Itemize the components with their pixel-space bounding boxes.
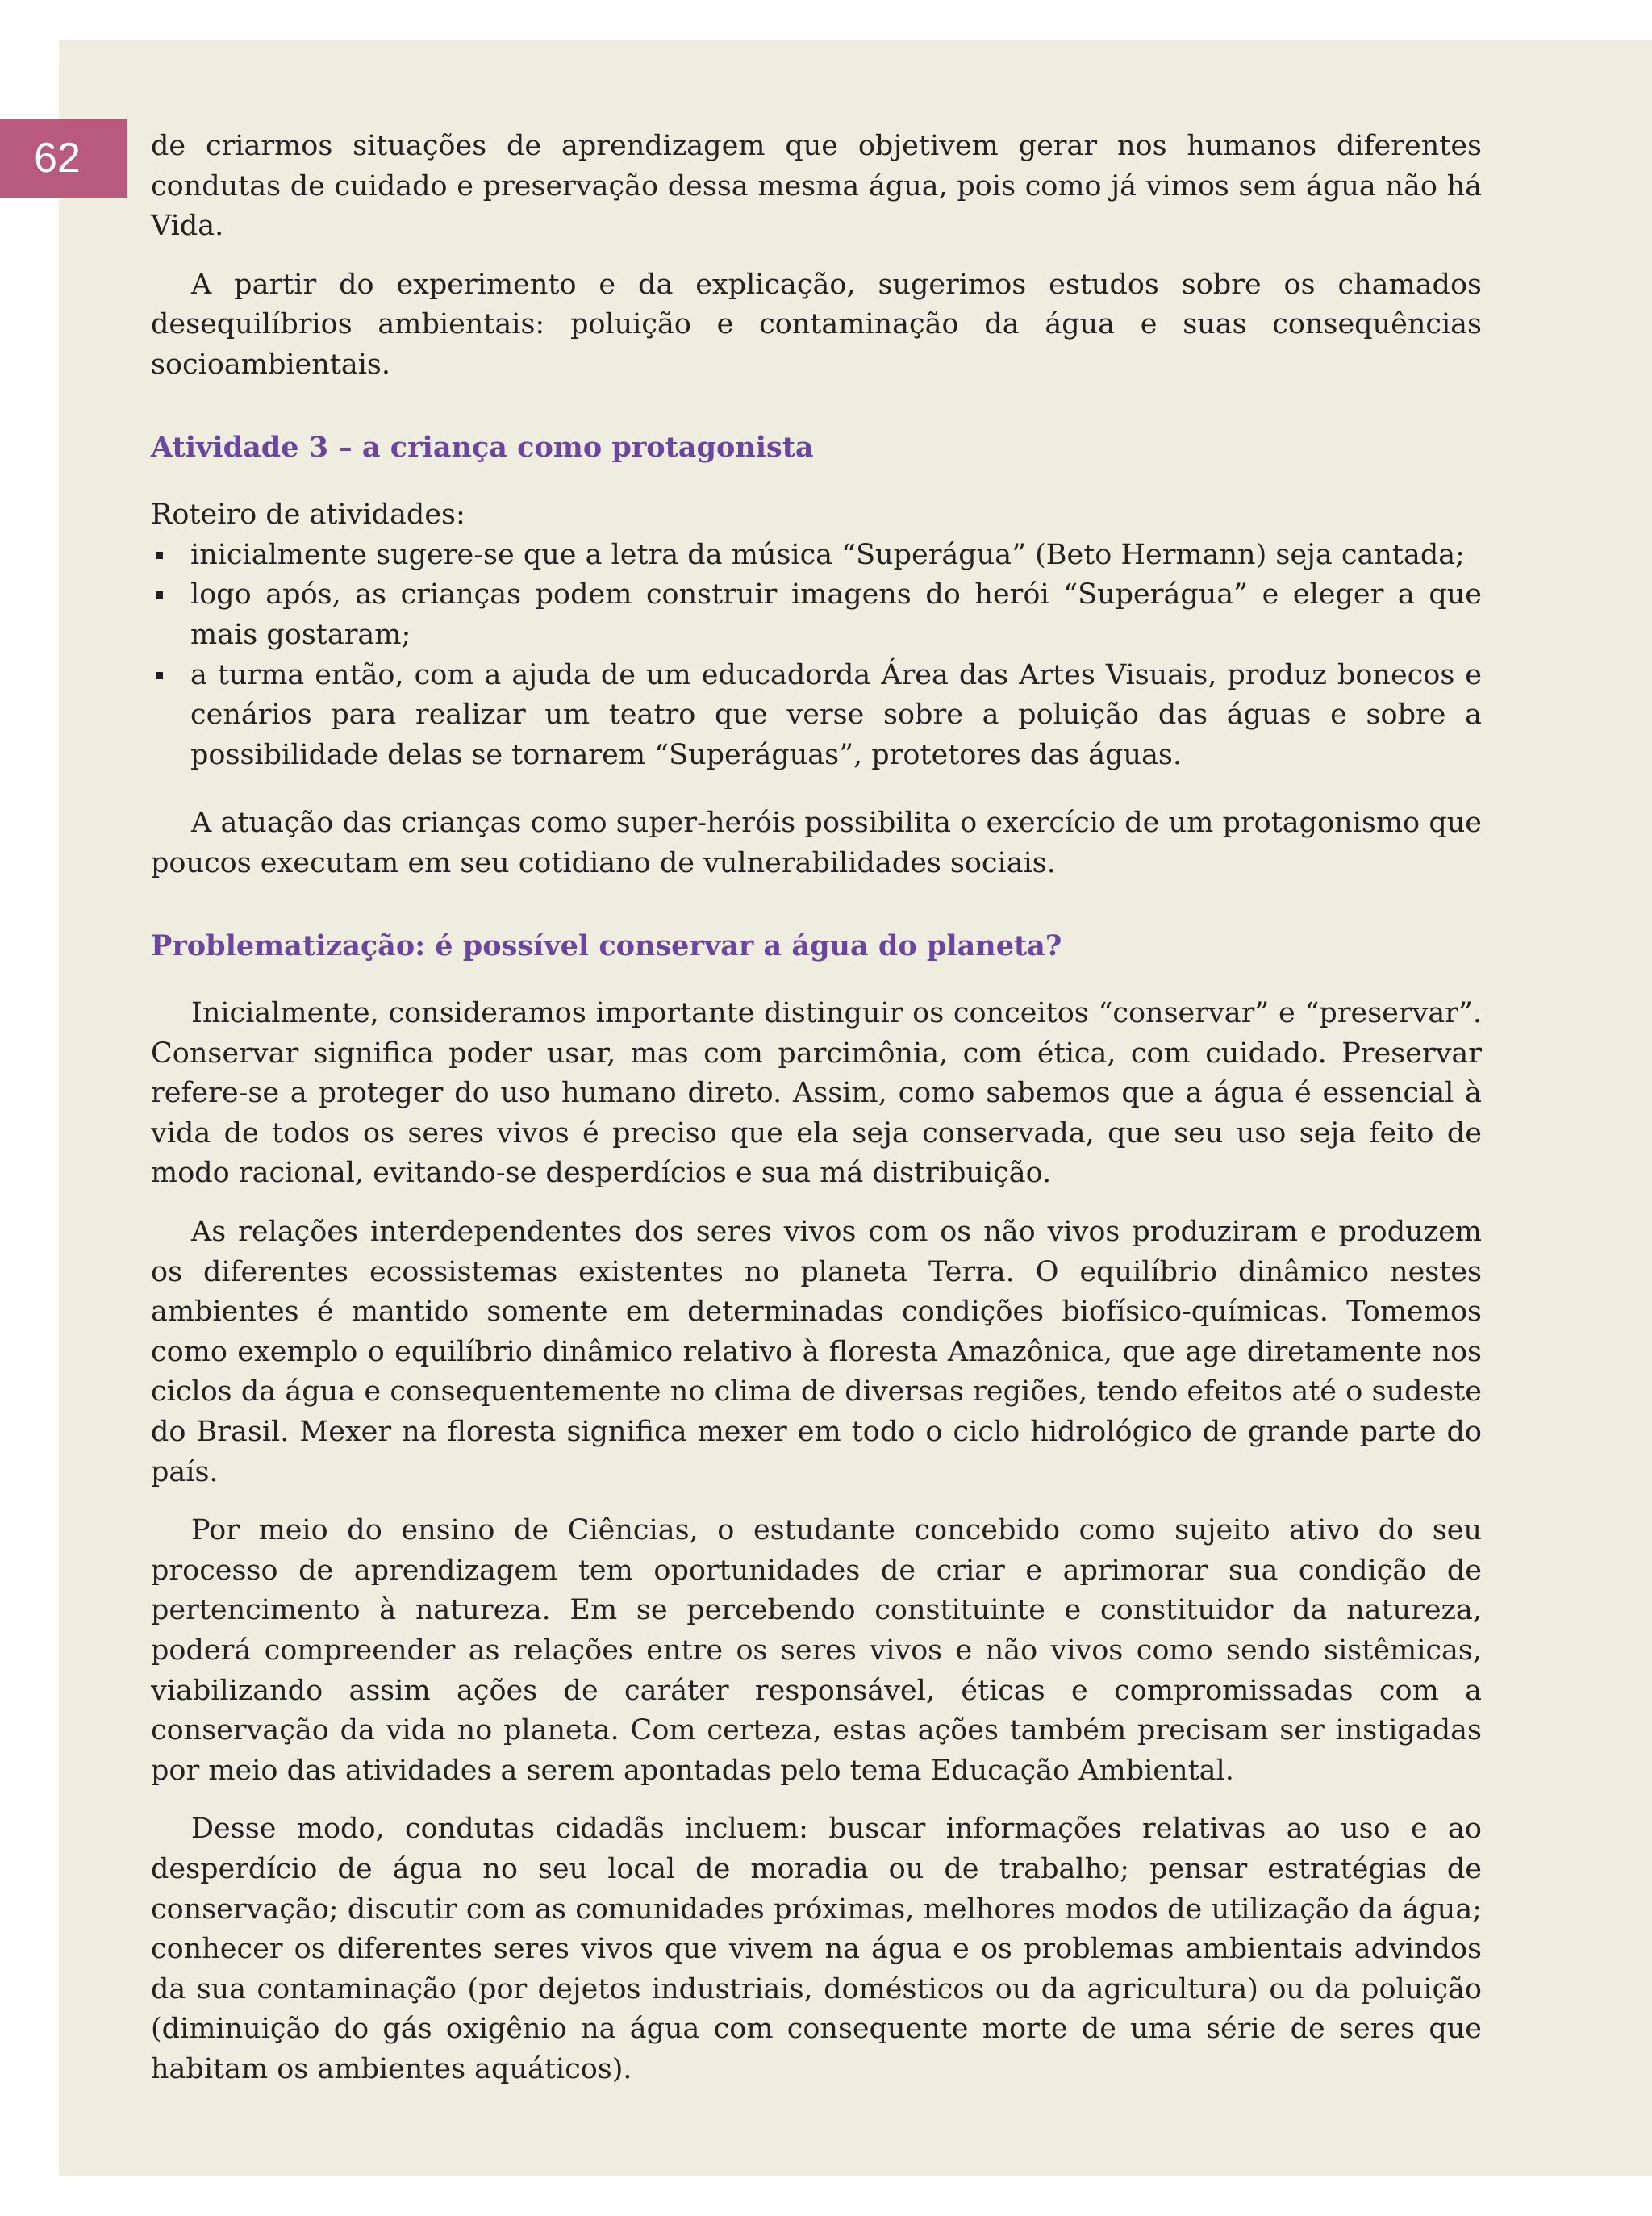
paragraph-experimento: A partir do experimento e da explicação, sugerimos estudos sobre os chamados desequilíbrios ambientais: poluição e contaminação da água e suas consequências socioambientais. [151, 268, 1482, 381]
activity-list-item: a turma então, com a ajuda de um educadorda Área das Artes Visuais, produz bonecos e cenários para realizar um teatro que verse sobre a poluição das águas e sobre a possibilidade delas se tornarem “Superáguas”, protetores das águas. [151, 656, 1482, 776]
activity-list-item: inicialmente sugere-se que a letra da música “Superágua” (Beto Hermann) seja cantada; [151, 536, 1482, 576]
roteiro-label: Roteiro de atividades: [151, 499, 465, 532]
section-heading-atividade-3: Atividade 3 – a criança como protagonista [151, 430, 814, 464]
paragraph-condutas-cidadas: Desse modo, condutas cidadãs incluem: buscar informações relativas ao uso e ao desperdício de água no seu local de moradia ou de trabalho; pensar estratégias de conservação; discutir com as comunidades próximas, melhores modos de utilização da água; conhecer os diferentes seres vivos que vivem na água e os problemas ambientais advindos da sua contaminação (por dejetos industriais, domésticos ou da agricultura) ou da poluição (diminuição do gás oxigênio na água com consequente morte de uma série de seres que habitam os ambientes aquáticos). [151, 1813, 1482, 2085]
paragraph-ecossistemas: As relações interdependentes dos seres vivos com os não vivos produziram e produzem os diferentes ecossistemas existentes no planeta Terra. O equilíbrio dinâmico nestes ambientes é mantido somente em determinadas condições biofísico-químicas. Tomemos como exemplo o equilíbrio dinâmico relativo à floresta Amazônica, que age diretamente nos ciclos da água e consequentemente no clima de diversas regiões, tendo efeitos até o sudeste do Brasil. Mexer na floresta significa mexer em todo o ciclo hidrológico de grande parte do país. [151, 1216, 1482, 1488]
section-heading-problematizacao: Problematização: é possível conservar a água do planeta? [151, 929, 1062, 962]
paragraph-atuacao: A atuação das crianças como super-heróis possibilita o exercício de um protagonismo que poucos executam em seu cotidiano de vulnerabilidades sociais. [151, 807, 1482, 879]
paragraph-ensino-ciencias: Por meio do ensino de Ciências, o estudante concebido como sujeito ativo do seu processo de aprendizagem tem oportunidades de criar e aprimorar sua condição de pertencimento à natureza. Em se percebendo constituinte e constituidor da natureza, poderá compreender as relações entre os seres vivos e não vivos como sendo sistêmicas, viabilizando assim ações de caráter responsável, éticas e compromissadas com a conservação da vida no planeta. Com certeza, estas ações também precisam ser instigadas por meio das atividades a serem apontadas pelo tema Educação Ambiental. [151, 1514, 1482, 1787]
paragraph-continuation: de criarmos situações de aprendizagem que objetivem gerar nos humanos diferentes condutas de cuidado e preservação dessa mesma água, pois como já vimos sem água não há Vida. [151, 130, 1482, 243]
page-content [151, 127, 1482, 2109]
activity-list-item: logo após, as crianças podem construir imagens do herói “Superágua” e eleger a que mais gostaram; [151, 575, 1482, 655]
paragraph-conservar: Inicialmente, consideramos importante distinguir os conceitos “conservar” e “preservar”. Conservar significa poder usar, mas com parcimônia, com ética, com cuidado. Preservar refere-se a proteger do uso humano direto. Assim, como sabemos que a água é essencial à vida de todos os seres vivos é preciso que ela seja conservada, que seu uso seja feito de modo racional, evitando-se desperdícios e sua má distribuição. [151, 997, 1482, 1190]
page-number: 62 [0, 119, 127, 198]
activity-list [151, 536, 1482, 776]
